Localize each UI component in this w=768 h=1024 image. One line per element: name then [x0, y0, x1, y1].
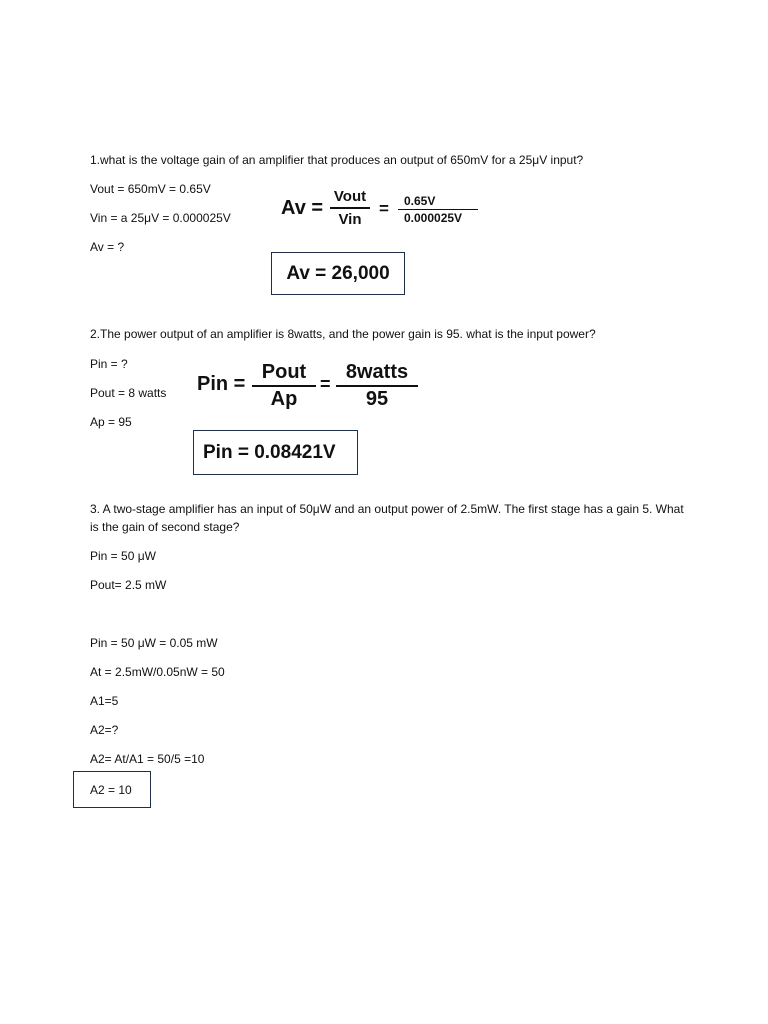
question-2-text: 2.The power output of an amplifier is 8watts, and the power gain is 95. what is the input power?	[90, 327, 596, 341]
q2-answer-box	[193, 430, 358, 475]
q3-step-pin-conversion: Pin = 50 μW = 0.05 mW	[90, 636, 218, 650]
q2-fraction-bar-numeric	[336, 385, 418, 387]
q1-equals-sign: =	[379, 199, 389, 218]
q1-fraction-bar	[330, 207, 370, 209]
q2-answer: Pin = 0.08421V	[203, 441, 336, 463]
q2-fraction-numeric	[336, 361, 418, 411]
q2-given-pout: Pout = 8 watts	[90, 386, 167, 400]
q1-given-vin: Vin = a 25μV = 0.000025V	[90, 211, 231, 225]
q2-formula-lhs: Pin =	[197, 373, 246, 395]
q2-numerator-value: 8watts	[345, 361, 409, 383]
q2-given-pin: Pin = ?	[90, 357, 128, 371]
q3-step-a2-unknown: A2=?	[90, 723, 119, 737]
q2-given-ap: Ap = 95	[90, 415, 132, 429]
q2-equals-sign: =	[320, 374, 331, 394]
q1-denominator-value: 0.000025V	[404, 211, 463, 225]
q2-denominator-ap: Ap	[270, 387, 298, 410]
q1-answer: Av = 26,000	[286, 262, 390, 284]
q1-fraction-symbolic	[330, 188, 370, 228]
q1-answer-box	[271, 252, 405, 295]
q3-answer: A2 = 10	[90, 782, 132, 797]
q2-fraction-bar	[252, 385, 316, 387]
q1-fraction-bar-numeric	[398, 209, 478, 210]
q3-step-a1: A1=5	[90, 694, 119, 708]
q3-step-a2-calc: A2= At/A1 = 50/5 =10	[90, 752, 205, 766]
q2-numerator-pout: Pout	[261, 361, 307, 383]
q1-numerator-value: 0.65V	[404, 194, 436, 208]
q2-denominator-value: 95	[365, 387, 389, 410]
q2-fraction-symbolic	[252, 361, 316, 411]
q1-given-av: Av = ?	[90, 240, 125, 254]
q1-given-vout: Vout = 650mV = 0.65V	[90, 182, 211, 196]
q3-step-total-gain: At = 2.5mW/0.05nW = 50	[90, 665, 225, 679]
q1-formula-lhs: Av =	[281, 197, 324, 219]
question-1-text: 1.what is the voltage gain of an amplifier that produces an output of 650mV for a 25μV input?	[90, 153, 584, 167]
q3-answer-box	[73, 771, 151, 808]
q3-given-pin: Pin = 50 μW	[90, 549, 156, 563]
question-3-text: 3. A two-stage amplifier has an input of 50μW and an output power of 2.5mW. The first stage has a gain 5. What is the gain of second stage?	[90, 502, 684, 534]
q1-numerator-vout: Vout	[333, 188, 367, 205]
q3-given-pout: Pout= 2.5 mW	[90, 578, 167, 592]
q1-denominator-vin: Vin	[338, 210, 362, 228]
q1-fraction-numeric	[398, 194, 478, 225]
